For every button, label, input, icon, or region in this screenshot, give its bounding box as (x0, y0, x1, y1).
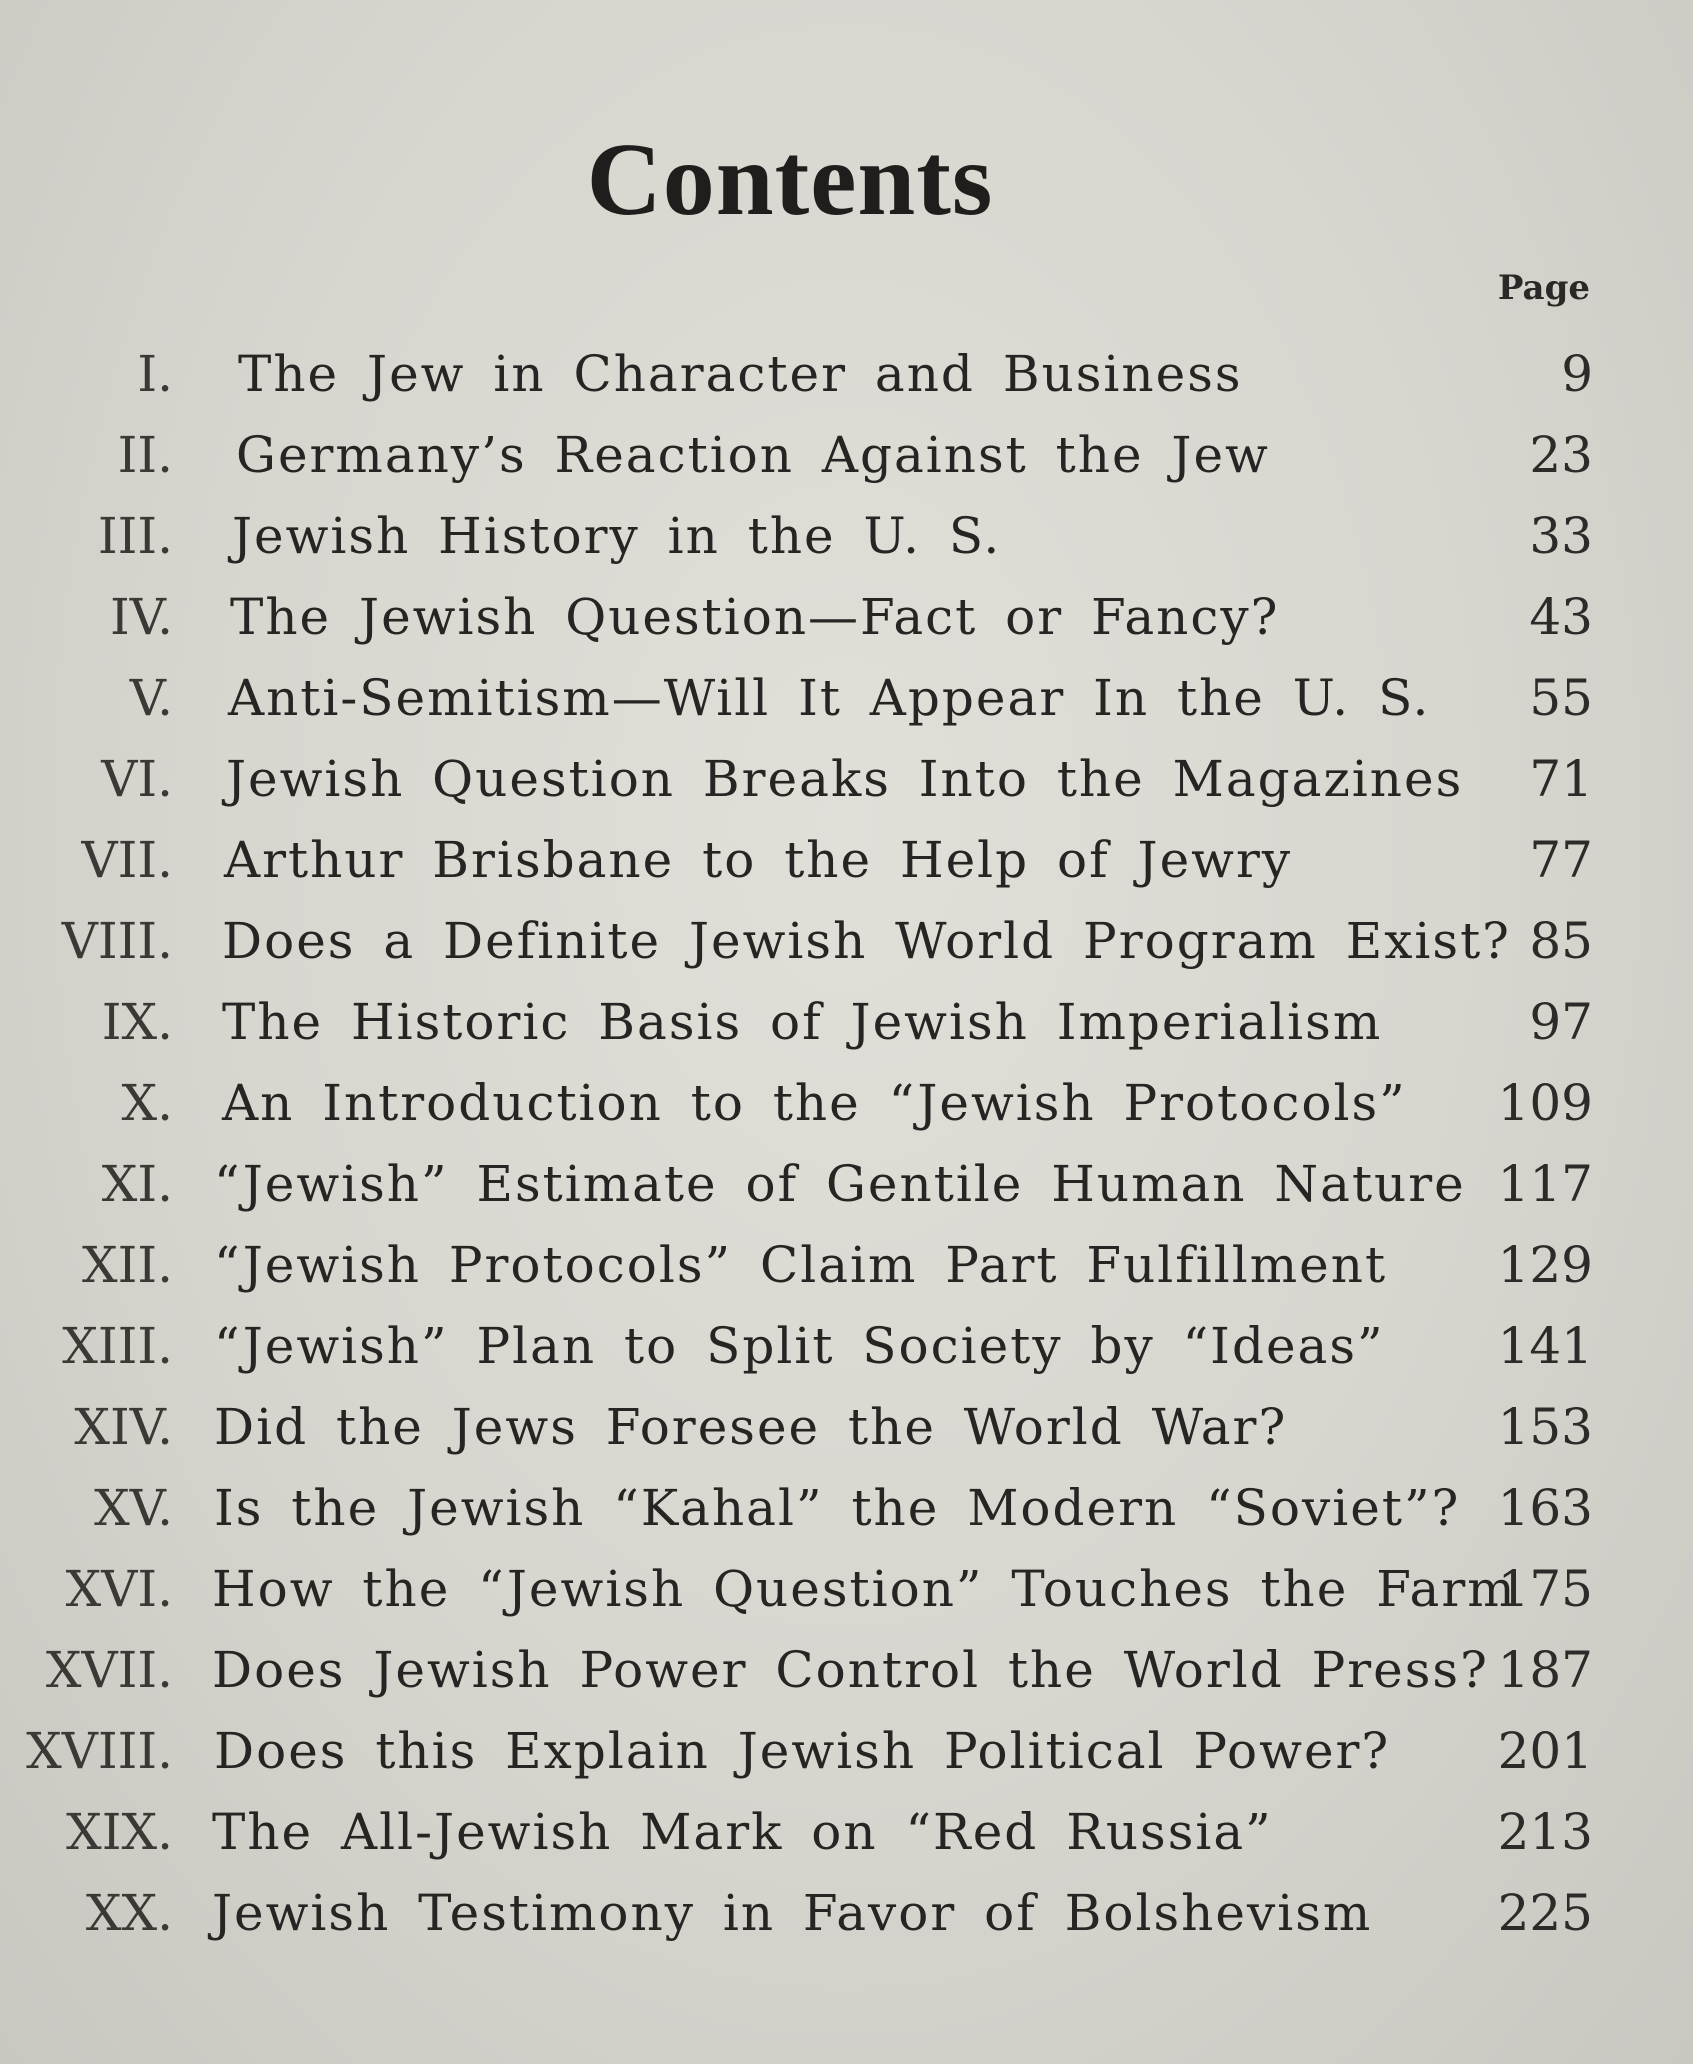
chapter-page: 71 (1529, 750, 1593, 808)
chapter-title: Does this Explain Jewish Political Power? (214, 1722, 1391, 1780)
chapter-numeral: XV. (94, 1479, 173, 1537)
chapter-page: 213 (1497, 1803, 1593, 1861)
chapter-numeral: I. (137, 345, 173, 403)
toc-entry (0, 1144, 1693, 1224)
toc-entry (0, 415, 1693, 495)
chapter-numeral: XII. (82, 1236, 173, 1294)
chapter-title: “Jewish” Plan to Split Society by “Ideas” (214, 1317, 1385, 1375)
chapter-page: 77 (1529, 831, 1593, 889)
chapter-page: 153 (1497, 1398, 1593, 1456)
chapter-title: “Jewish” Estimate of Gentile Human Nature (214, 1155, 1466, 1213)
toc-entry (0, 334, 1693, 414)
chapter-numeral: III. (97, 507, 173, 565)
toc-entry (0, 658, 1693, 738)
toc-entry (0, 901, 1693, 981)
chapter-numeral: XIV. (74, 1398, 173, 1456)
toc-entry (0, 1549, 1693, 1629)
toc-entry (0, 820, 1693, 900)
toc-entry (0, 496, 1693, 576)
toc-entry (0, 1063, 1693, 1143)
toc-entry (0, 982, 1693, 1062)
toc-entry (0, 1306, 1693, 1386)
toc-entry (0, 1873, 1693, 1953)
chapter-title: Does a Definite Jewish World Program Exist? (222, 912, 1511, 970)
chapter-title: Jewish Question Breaks Into the Magazines (226, 750, 1464, 808)
page-column-heading: Page (1497, 268, 1590, 308)
chapter-numeral: II. (117, 426, 173, 484)
chapter-page: 201 (1497, 1722, 1593, 1780)
chapter-title: Arthur Brisbane to the Help of Jewry (224, 831, 1293, 889)
chapter-title: An Introduction to the “Jewish Protocols” (222, 1074, 1407, 1132)
toc-entry (0, 577, 1693, 657)
chapter-title: How the “Jewish Question” Touches the Farm (212, 1560, 1517, 1618)
chapter-title: The Jew in Character and Business (238, 345, 1243, 403)
chapter-title: Jewish Testimony in Favor of Bolshevism (212, 1884, 1373, 1942)
toc-entry (0, 1468, 1693, 1548)
toc-entry (0, 1630, 1693, 1710)
chapter-numeral: XX. (85, 1884, 173, 1942)
chapter-title: Germany’s Reaction Against the Jew (236, 426, 1270, 484)
chapter-numeral: XIX. (66, 1803, 173, 1861)
chapter-page: 9 (1561, 345, 1593, 403)
chapter-numeral: IV. (109, 588, 173, 646)
chapter-page: 225 (1497, 1884, 1593, 1942)
chapter-numeral: XIII. (62, 1317, 173, 1375)
chapter-title: “Jewish Protocols” Claim Part Fulfillment (214, 1236, 1388, 1294)
chapter-page: 163 (1497, 1479, 1593, 1537)
toc-entry (0, 1792, 1693, 1872)
chapter-numeral: XVIII. (26, 1722, 173, 1780)
chapter-numeral: XVII. (45, 1641, 173, 1699)
toc-entry (0, 1225, 1693, 1305)
chapter-title: Does Jewish Power Control the World Press? (212, 1641, 1489, 1699)
chapter-title: The Historic Basis of Jewish Imperialism (222, 993, 1383, 1051)
toc-entry (0, 739, 1693, 819)
chapter-title: The All-Jewish Mark on “Red Russia” (212, 1803, 1273, 1861)
toc-entry (0, 1711, 1693, 1791)
chapter-page: 141 (1497, 1317, 1593, 1375)
chapter-title: Jewish History in the U. S. (232, 507, 1002, 565)
chapter-numeral: IX. (101, 993, 173, 1051)
chapter-page: 43 (1529, 588, 1593, 646)
toc-entry (0, 1387, 1693, 1467)
chapter-page: 175 (1497, 1560, 1593, 1618)
chapter-numeral: X. (121, 1074, 173, 1132)
chapter-title: Is the Jewish “Kahal” the Modern “Soviet”? (214, 1479, 1461, 1537)
chapter-numeral: VI. (101, 750, 173, 808)
chapter-numeral: V. (129, 669, 173, 727)
chapter-title: Anti-Semitism—Will It Appear In the U. S. (228, 669, 1431, 727)
chapter-page: 33 (1529, 507, 1593, 565)
chapter-page: 129 (1497, 1236, 1593, 1294)
chapter-page: 55 (1529, 669, 1593, 727)
chapter-page: 85 (1529, 912, 1593, 970)
chapter-title: The Jewish Question—Fact or Fancy? (230, 588, 1280, 646)
chapter-page: 187 (1497, 1641, 1593, 1699)
chapter-title: Did the Jews Foresee the World War? (214, 1398, 1288, 1456)
chapter-numeral: VII. (81, 831, 173, 889)
chapter-page: 23 (1529, 426, 1593, 484)
chapter-numeral: XI. (101, 1155, 173, 1213)
chapter-numeral: VIII. (61, 912, 173, 970)
chapter-page: 117 (1497, 1155, 1593, 1213)
chapter-numeral: XVI. (65, 1560, 173, 1618)
chapter-page: 109 (1497, 1074, 1593, 1132)
page-title: Contents (586, 122, 994, 237)
chapter-page: 97 (1529, 993, 1593, 1051)
